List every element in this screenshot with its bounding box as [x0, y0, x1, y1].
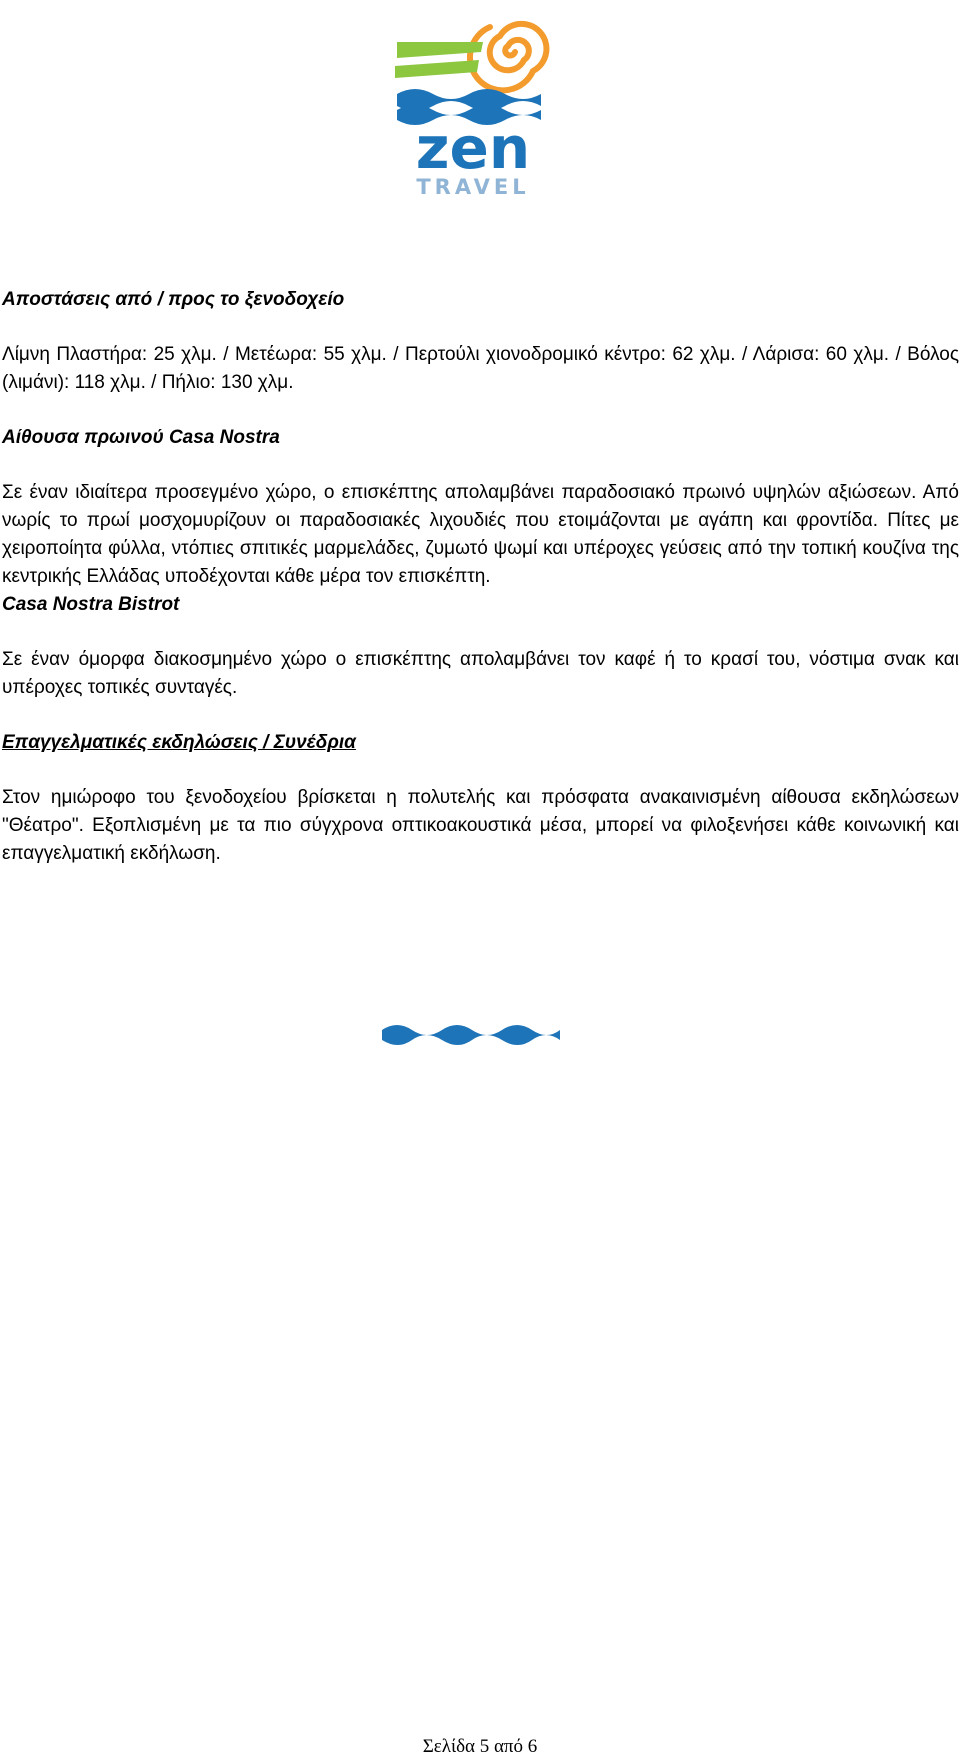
heading-breakfast-room: Αίθουσα πρωινού Casa Nostra	[2, 427, 280, 448]
paragraph-distances: Λίμνη Πλαστήρα: 25 χλμ. / Μετέωρα: 55 χλμ. / Περτούλι χιονοδρομικό κέντρο: 62 χλμ. / Λάρισα: 60 χλμ. / Βόλος (λιμάνι): 118 χλμ. / Πήλιο: 130 χλμ.	[2, 344, 959, 393]
wave-ornament-icon	[380, 1020, 562, 1046]
logo-brand-word: zen	[415, 114, 531, 182]
heading-bistrot: Casa Nostra Bistrot	[2, 594, 180, 615]
logo-graphic	[395, 6, 570, 201]
document-body	[2, 286, 959, 868]
logo-brand-sub: TRAVEL	[416, 175, 530, 199]
heading-events: Επαγγελματικές εκδηλώσεις / Συνέδρια	[2, 732, 356, 753]
paragraph-breakfast-room: Σε έναν ιδιαίτερα προσεγμένο χώρο, ο επισκέπτης απολαμβάνει παραδοσιακό πρωινό υψηλών αξιώσεων. Από νωρίς το πρωί μοσχομυρίζουν οι παραδοσιακές λιχουδιές που ετοιμάζονται με αγάπη και φροντίδα. Πίτες με χειροποίητα φύλλα, ντόπιες σπιτικές μαρμελάδες, ζυμωτό ψωμί και υπέροχες γεύσεις από την τοπική κουζίνα της κεντρικής Ελλάδας υποδέχονται κάθε μέρα τον επισκέπτη.	[2, 482, 959, 587]
paragraph-bistrot: Σε έναν όμορφα διακοσμημένο χώρο ο επισκέπτης απολαμβάνει τον καφέ ή το κρασί του, νόστιμα σνακ και υπέροχες τοπικές συνταγές.	[2, 649, 959, 698]
paragraph-events: Στον ημιώροφο του ξενοδοχείου βρίσκεται η πολυτελής και πρόσφατα ανακαινισμένη αίθουσα εκδηλώσεων "Θέατρο". Εξοπλισμένη με τα πιο σύγχρονα οπτικοακουστικά μέσα, μπορεί να φιλοξενήσει κάθε κοινωνική και επαγγελματική εκδήλωση.	[2, 787, 959, 864]
heading-distances: Αποστάσεις από / προς το ξενοδοχείο	[2, 289, 345, 310]
page-number: Σελίδα 5 από 6	[422, 1736, 538, 1757]
zen-travel-logo	[395, 6, 570, 201]
